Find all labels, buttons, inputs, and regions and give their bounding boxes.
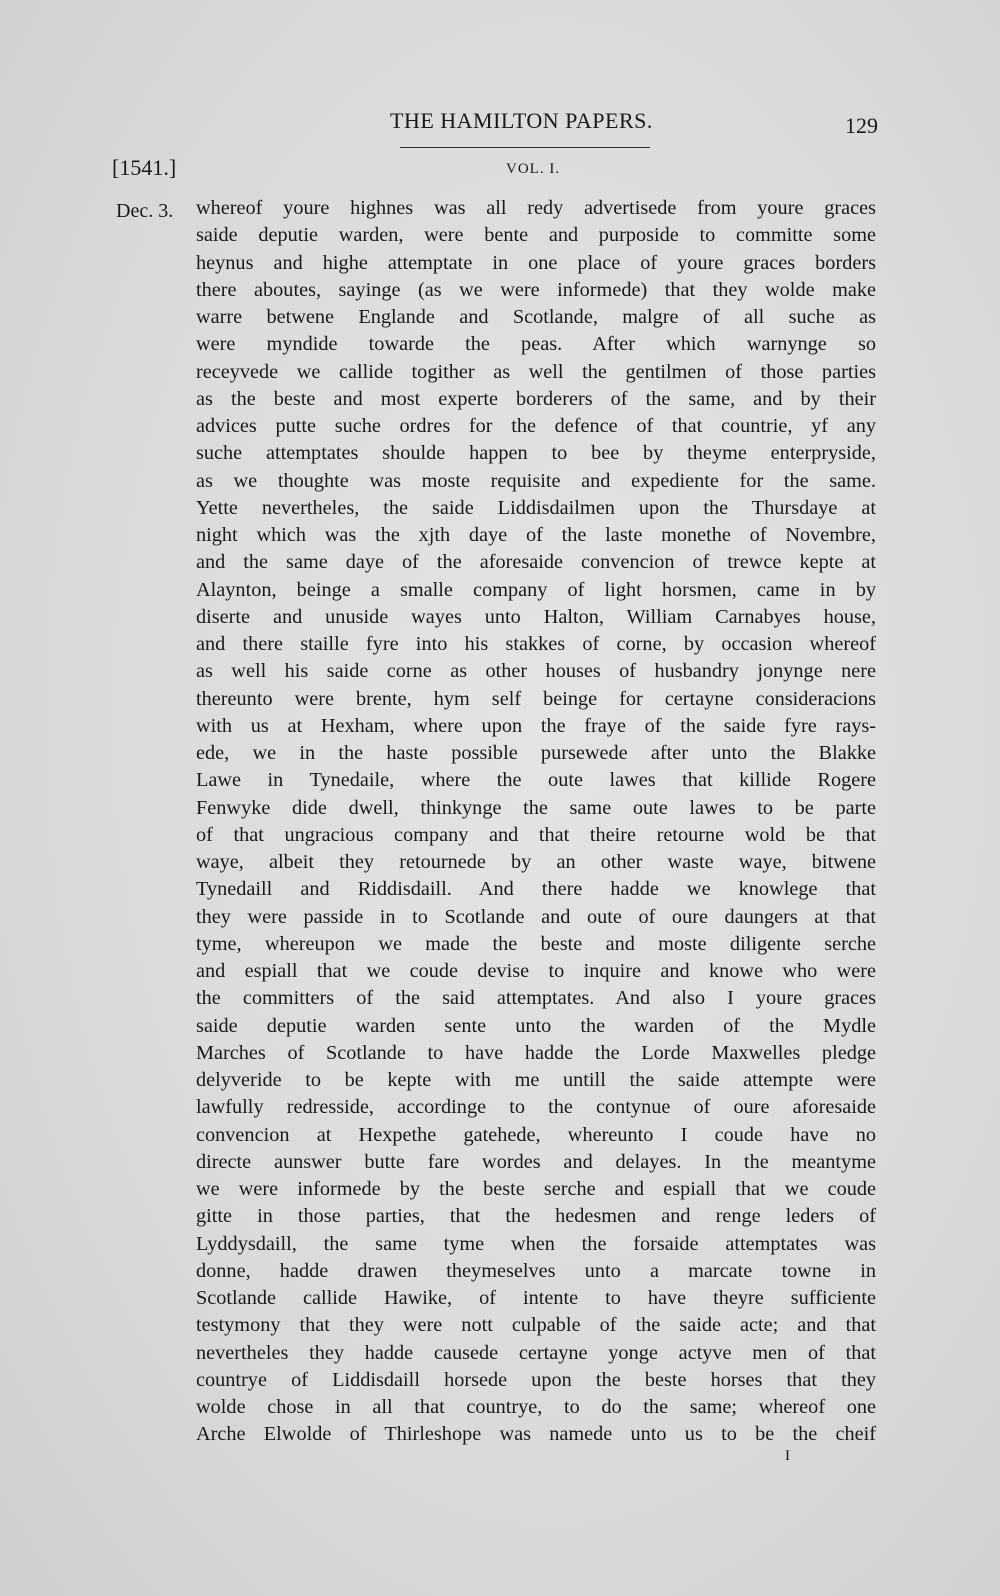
- text-line: as the beste and most experte borderers of the same, and by their: [196, 387, 876, 410]
- text-line: Lawe in Tynedaile, where the oute lawes that killide Rogere: [196, 769, 876, 792]
- text-line: testymony that they were nott culpable of the saide acte; and that: [196, 1314, 876, 1337]
- volume-label: VOL. I.: [506, 161, 561, 177]
- text-line: countrye of Liddisdaill horsede upon the beste horses that they: [196, 1368, 876, 1391]
- text-line: donne, hadde drawen theymeselves unto a marcate towne in: [196, 1259, 876, 1282]
- text-line: directe aunswer butte fare wordes and delayes. In the meantyme: [196, 1150, 876, 1173]
- text-line: as we thoughte was moste requisite and expediente for the same.: [196, 469, 876, 492]
- text-line: ede, we in the haste possible pursewede after unto the Blakke: [196, 742, 876, 764]
- text-line: lawfully redresside, accordinge to the contynue of oure aforesaide: [196, 1096, 876, 1119]
- text-line: gitte in those parties, that the hedesmen and renge leders of: [196, 1205, 876, 1228]
- text-line: were myndide towarde the peas. After which warnynge so: [196, 333, 876, 356]
- text-line: heynus and highe attemptate in one place of youre graces borders: [196, 251, 876, 274]
- page-number: 129: [845, 113, 878, 138]
- text-line: nevertheles they hadde causede certayne yonge actyve men of that: [196, 1341, 876, 1364]
- text-line: tyme, whereupon we made the beste and moste diligente serche: [196, 932, 876, 955]
- text-line: suche attemptates shoulde happen to bee by theyme enterpryside,: [196, 442, 876, 465]
- text-line: there aboutes, sayinge (as we were informede) that they wolde make: [196, 278, 876, 301]
- text-line: saide deputie warden, were bente and purposide to committe some: [196, 224, 876, 247]
- text-line: as well his saide corne as other houses of husbandry jonynge nere: [196, 660, 876, 683]
- text-line: whereof youre highnes was all redy advertisede from youre graces: [196, 197, 876, 219]
- header-rule: [400, 147, 650, 148]
- text-line: convencion at Hexpethe gatehede, whereunto I coude have no: [196, 1123, 876, 1146]
- text-line: we were informede by the beste serche and espiall that we coude: [196, 1178, 876, 1200]
- text-line: and the same daye of the aforesaide convencion of trewce kepte at: [196, 551, 876, 574]
- text-line: warre betwene Englande and Scotlande, malgre of all suche as: [196, 306, 876, 328]
- text-line: advices putte suche ordres for the defence of that countrie, yf any: [196, 415, 876, 437]
- margin-date: Dec. 3.: [116, 200, 174, 222]
- text-line: the committers of the said attemptates. And also I youre graces: [196, 987, 876, 1010]
- year-marker: [1541.]: [112, 155, 177, 180]
- text-line: and there staille fyre into his stakkes of corne, by occasion whereof: [196, 633, 876, 655]
- running-title: THE HAMILTON PAPERS.: [390, 108, 653, 133]
- text-line: waye, albeit they retournede by an other waste waye, bitwene: [196, 851, 876, 873]
- text-line: delyveride to be kepte with me untill the saide attempte were: [196, 1069, 876, 1091]
- text-line: and espiall that we coude devise to inquire and knowe who were: [196, 960, 876, 982]
- text-line: thereunto were brente, hym self beinge for certayne consideracions: [196, 687, 876, 710]
- text-line: Arche Elwolde of Thirleshope was namede unto us to be the cheif: [196, 1423, 876, 1446]
- text-line: they were passide in to Scotlande and oute of oure daungers at that: [196, 905, 876, 928]
- text-line: Tynedaill and Riddisdaill. And there hadde we knowlege that: [196, 878, 876, 901]
- text-line: with us at Hexham, where upon the fraye of the saide fyre rays-: [196, 714, 876, 737]
- text-line: of that ungracious company and that theire retourne wold be that: [196, 823, 876, 846]
- text-line: Yette nevertheles, the saide Liddisdailmen upon the Thursdaye at: [196, 496, 876, 519]
- body-text: [196, 195, 876, 1449]
- text-line: night which was the xjth daye of the laste monethe of Novembre,: [196, 524, 876, 546]
- text-line: Alaynton, beinge a smalle company of light horsmen, came in by: [196, 578, 876, 601]
- text-line: saide deputie warden sente unto the warden of the Mydle: [196, 1014, 876, 1037]
- text-line: diserte and unuside wayes unto Halton, William Carnabyes house,: [196, 605, 876, 628]
- text-line: Fenwyke dide dwell, thinkynge the same oute lawes to be parte: [196, 796, 876, 819]
- text-line: Scotlande callide Hawike, of intente to have theyre sufficiente: [196, 1287, 876, 1309]
- text-line: Lyddysdaill, the same tyme when the forsaide attemptates was: [196, 1232, 876, 1255]
- signature-mark: I: [785, 1448, 790, 1464]
- text-line: receyvede we callide togither as well the gentilmen of those parties: [196, 360, 876, 383]
- text-line: wolde chose in all that countrye, to do the same; whereof one: [196, 1396, 876, 1418]
- text-line: Marches of Scotlande to have hadde the Lorde Maxwelles pledge: [196, 1041, 876, 1064]
